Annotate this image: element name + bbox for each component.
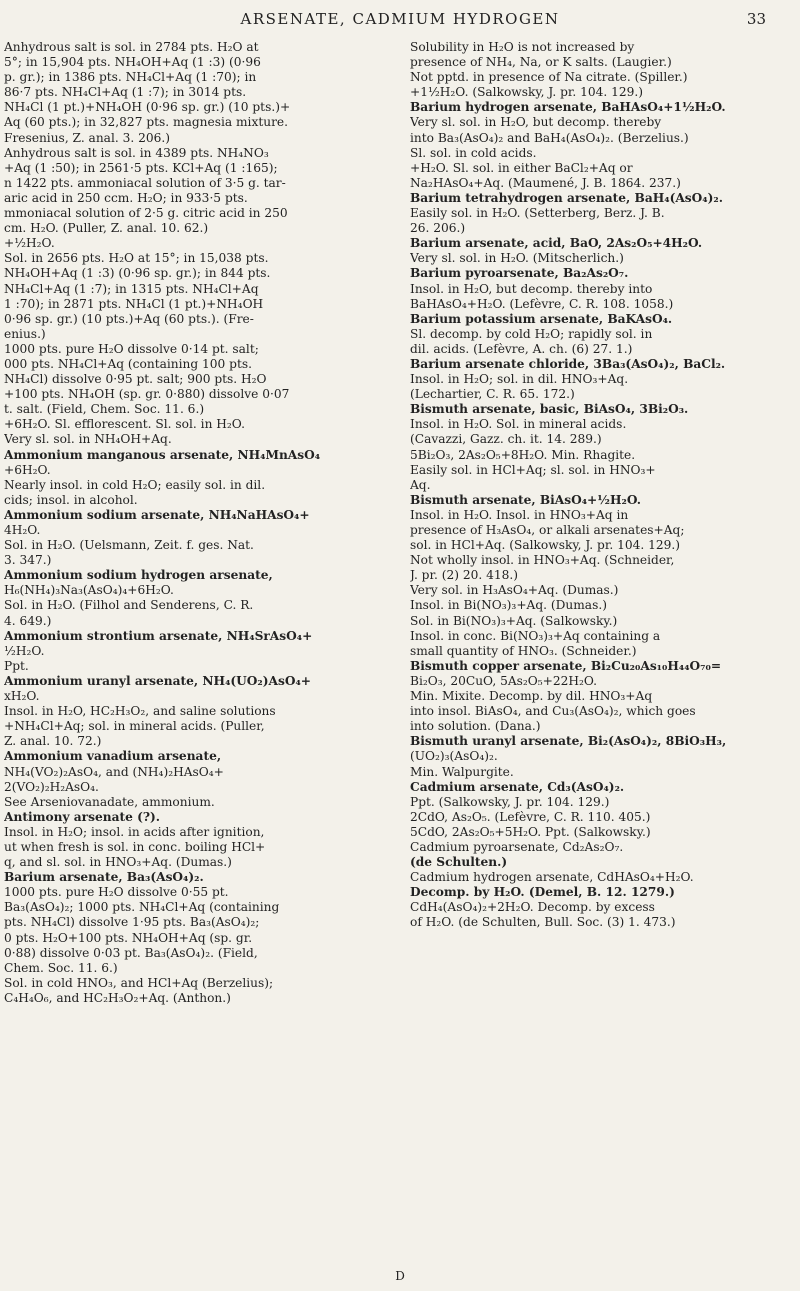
- left-column-line: 0·96 sp. gr.) (10 pts.)+Aq (60 pts.). (Fre-: [4, 311, 254, 326]
- right-column-line: Solubility in H₂O is not increased by: [410, 40, 635, 54]
- left-column-line: p. gr.); in 1386 pts. NH₄Cl+Aq (1 :70); in: [4, 70, 257, 85]
- right-column-line: 5CdO, 2As₂O₅+5H₂O. Ppt. (Salkowsky.): [410, 824, 651, 839]
- right-column-line: (Cavazzi, Gazz. ch. it. 14. 289.): [410, 432, 602, 447]
- left-column-line: NH₄Cl+Aq (1 :7); in 1315 pts. NH₄Cl+Aq: [4, 281, 259, 296]
- right-column-line: Insol. in H₂O. Sol. in mineral acids.: [410, 417, 627, 432]
- right-column-line: Barium tetrahydrogen arsenate, BaH₄(AsO₄)₂.: [410, 190, 723, 205]
- left-column-line: Insol. in H₂O; insol. in acids after ignition,: [4, 824, 265, 839]
- right-column-line: into solution. (Dana.): [410, 719, 541, 734]
- right-column-line: 5Bi₂O₃, 2As₂O₅+8H₂O. Min. Rhagite.: [410, 447, 636, 462]
- left-column-line: +6H₂O.: [4, 462, 51, 477]
- left-column: [4, 40, 376, 1006]
- left-column-line: Ba₃(AsO₄)₂; 1000 pts. NH₄Cl+Aq (containing: [4, 900, 280, 915]
- right-column-line: Sol. in Bi(NO₃)₃+Aq. (Salkowsky.): [410, 613, 618, 628]
- left-column-line: 1000 pts. pure H₂O dissolve 0·14 pt. salt;: [4, 341, 259, 356]
- left-column-line: +½H₂O.: [4, 236, 55, 251]
- left-column-line: cm. H₂O. (Puller, Z. anal. 10. 62.): [4, 221, 209, 236]
- page-number: 33: [746, 10, 766, 28]
- right-column-line: Cadmium arsenate, Cd₃(AsO₄)₂.: [410, 779, 625, 794]
- left-column-line: mmoniacal solution of 2·5 g. citric acid in 250: [4, 206, 288, 221]
- right-column-line: Bismuth uranyl arsenate, Bi₂(AsO₄)₂, 8BiO₃H₃,: [410, 734, 727, 749]
- left-column-line: ut when fresh is sol. in conc. boiling HCl+: [4, 839, 266, 854]
- right-column-line: sol. in HCl+Aq. (Salkowsky, J. pr. 104. 129.): [410, 538, 680, 553]
- left-column-line: Sol. in cold HNO₃, and HCl+Aq (Berzelius);: [4, 975, 274, 990]
- left-column-line: Anhydrous salt is sol. in 4389 pts. NH₄NO₃: [4, 145, 269, 160]
- left-column-line: Chem. Soc. 11. 6.): [4, 960, 118, 975]
- left-column-line: Anhydrous salt is sol. in 2784 pts. H₂O at: [4, 40, 259, 54]
- right-column-line: BaHAsO₄+H₂O. (Lefèvre, C. R. 108. 1058.): [410, 296, 674, 311]
- header-title: ARSENATE, CADMIUM HYDROGEN: [240, 10, 560, 28]
- right-column-line: Insol. in conc. Bi(NO₃)₃+Aq containing a: [410, 628, 661, 643]
- right-column-line: +1½H₂O. (Salkowsky, J. pr. 104. 129.): [410, 85, 644, 100]
- right-column-line: Insol. in H₂O; sol. in dil. HNO₃+Aq.: [410, 372, 629, 387]
- running-header: [0, 10, 800, 36]
- right-column-line: CdH₄(AsO₄)₂+2H₂O. Decomp. by excess: [410, 900, 655, 915]
- left-column-line: t. salt. (Field, Chem. Soc. 11. 6.): [4, 402, 205, 417]
- right-column-line: Cadmium hydrogen arsenate, CdHAsO₄+H₂O.: [410, 870, 694, 885]
- right-column-line: +H₂O. Sl. sol. in either BaCl₂+Aq or: [410, 160, 633, 175]
- right-column-line: into insol. BiAsO₄, and Cu₃(AsO₄)₂, which goes: [410, 704, 696, 719]
- left-column-line: +100 pts. NH₄OH (sp. gr. 0·880) dissolve 0·07: [4, 387, 290, 402]
- left-column-line: NH₄Cl (1 pt.)+NH₄OH (0·96 sp. gr.) (10 pts.)+: [4, 100, 291, 115]
- left-column-line: Aq (60 pts.); in 32,827 pts. magnesia mixture.: [4, 115, 288, 130]
- right-column-line: Ppt. (Salkowsky, J. pr. 104. 129.): [410, 794, 610, 809]
- right-column-line: small quantity of HNO₃. (Schneider.): [410, 643, 637, 658]
- right-column-line: Bi₂O₃, 20CuO, 5As₂O₅+22H₂O.: [410, 673, 598, 688]
- right-column-line: Barium arsenate chloride, 3Ba₃(AsO₄)₂, BaCl₂.: [410, 356, 726, 371]
- left-column-line: Antimony arsenate (?).: [4, 809, 161, 824]
- left-column-line: +NH₄Cl+Aq; sol. in mineral acids. (Puller,: [4, 719, 265, 734]
- right-column-line: 26. 206.): [410, 221, 466, 236]
- left-column-line: H₆(NH₄)₃Na₃(AsO₄)₄+6H₂O.: [4, 583, 174, 598]
- right-column-line: Bismuth arsenate, basic, BiAsO₄, 3Bi₂O₃.: [410, 402, 689, 417]
- left-column-line: pts. NH₄Cl) dissolve 1·95 pts. Ba₃(AsO₄)₂;: [4, 915, 260, 930]
- left-column-line: NH₄OH+Aq (1 :3) (0·96 sp. gr.); in 844 pts.: [4, 266, 271, 281]
- left-column-line: 2(VO₂)₂H₂AsO₄.: [4, 779, 99, 794]
- left-column-line: NH₄(VO₂)₂AsO₄, and (NH₄)₂HAsO₄+: [4, 764, 224, 779]
- right-column-line: Barium pyroarsenate, Ba₂As₂O₇.: [410, 266, 629, 281]
- left-column-line: NH₄Cl) dissolve 0·95 pt. salt; 900 pts. H₂O: [4, 372, 267, 387]
- left-column-line: xH₂O.: [4, 689, 40, 704]
- right-column-line: Very sl. sol. in H₂O, but decomp. thereby: [410, 115, 662, 130]
- left-column-line: enius.): [4, 326, 46, 341]
- right-column-line: Min. Mixite. Decomp. by dil. HNO₃+Aq: [410, 689, 653, 704]
- right-column-line: Not wholly insol. in HNO₃+Aq. (Schneider,: [410, 553, 675, 568]
- right-column-line: presence of NH₄, Na, or K salts. (Laugier.): [410, 55, 672, 70]
- left-column-line: Sol. in H₂O. (Uelsmann, Zeit. f. ges. Nat.: [4, 538, 254, 553]
- left-column-line: Very sl. sol. in NH₄OH+Aq.: [4, 432, 172, 447]
- right-column-line: Insol. in Bi(NO₃)₃+Aq. (Dumas.): [410, 598, 607, 613]
- right-column-line: Insol. in H₂O, but decomp. thereby into: [410, 281, 653, 296]
- right-column-line: Decomp. by H₂O. (Demel, B. 12. 1279.): [410, 885, 675, 900]
- right-column-line: Very sol. in H₃AsO₄+Aq. (Dumas.): [410, 583, 619, 598]
- right-column-line: into Ba₃(AsO₄)₂ and BaH₄(AsO₄)₂. (Berzelius.): [410, 130, 689, 145]
- right-column-line: Barium arsenate, acid, BaO, 2As₂O₅+4H₂O.: [410, 236, 703, 251]
- right-column-line: Sl. decomp. by cold H₂O; rapidly sol. in: [410, 326, 653, 341]
- left-column-line: +6H₂O. Sl. efflorescent. Sl. sol. in H₂O.: [4, 417, 245, 432]
- left-column-line: Z. anal. 10. 72.): [4, 734, 102, 749]
- left-column-line: 86·7 pts. NH₄Cl+Aq (1 :7); in 3014 pts.: [4, 85, 247, 100]
- left-column-line: Ppt.: [4, 658, 29, 673]
- left-column-line: 1000 pts. pure H₂O dissolve 0·55 pt.: [4, 885, 229, 900]
- right-column-line: J. pr. (2) 20. 418.): [410, 568, 519, 583]
- right-column-line: dil. acids. (Lefèvre, A. ch. (6) 27. 1.): [410, 341, 633, 356]
- left-column-line: Barium arsenate, Ba₃(AsO₄)₂.: [4, 870, 204, 885]
- left-column-line: 0 pts. H₂O+100 pts. NH₄OH+Aq (sp. gr.: [4, 930, 253, 945]
- left-column-line: 4. 649.): [4, 613, 52, 628]
- right-column-line: (UO₂)₃(AsO₄)₂.: [410, 749, 498, 764]
- left-column-line: 0·88) dissolve 0·03 pt. Ba₃(AsO₄)₂. (Field,: [4, 945, 258, 960]
- right-column-line: Insol. in H₂O. Insol. in HNO₃+Aq in: [410, 507, 629, 522]
- left-column-line: Ammonium manganous arsenate, NH₄MnAsO₄: [4, 447, 321, 462]
- right-column-line: presence of H₃AsO₄, or alkali arsenates+Aq;: [410, 523, 685, 537]
- left-column-line: cids; insol. in alcohol.: [4, 492, 138, 507]
- right-column-line: Very sl. sol. in H₂O. (Mitscherlich.): [410, 251, 624, 266]
- left-column-line: ½H₂O.: [4, 643, 45, 658]
- right-column-line: Easily sol. in H₂O. (Setterberg, Berz. J. B.: [410, 206, 665, 221]
- left-column-line: q, and sl. sol. in HNO₃+Aq. (Dumas.): [4, 855, 232, 870]
- left-column-line: See Arseniovanadate, ammonium.: [4, 794, 215, 809]
- right-column-line: Na₂HAsO₄+Aq. (Maumené, J. B. 1864. 237.): [410, 175, 681, 190]
- left-column-line: Ammonium uranyl arsenate, NH₄(UO₂)AsO₄+: [4, 673, 312, 688]
- left-column-line: 3. 347.): [4, 553, 52, 568]
- right-column-line: Aq.: [410, 477, 431, 492]
- left-column-line: Nearly insol. in cold H₂O; easily sol. in dil.: [4, 477, 266, 492]
- right-column-line: (de Schulten.): [410, 855, 508, 870]
- right-column-line: Not pptd. in presence of Na citrate. (Spiller.): [410, 70, 688, 85]
- right-column-line: Barium hydrogen arsenate, BaHAsO₄+1½H₂O.: [410, 100, 726, 115]
- right-column-line: Easily sol. in HCl+Aq; sl. sol. in HNO₃+: [410, 462, 656, 477]
- right-column: [410, 40, 782, 931]
- left-column-line: 5°; in 15,904 pts. NH₄OH+Aq (1 :3) (0·96: [4, 55, 261, 70]
- right-column-line: Bismuth arsenate, BiAsO₄+½H₂O.: [410, 492, 641, 507]
- left-column-line: Ammonium strontium arsenate, NH₄SrAsO₄+: [4, 628, 313, 643]
- left-column-line: 1 :70); in 2871 pts. NH₄Cl (1 pt.)+NH₄OH: [4, 296, 264, 311]
- right-column-line: Min. Walpurgite.: [410, 764, 514, 779]
- left-column-line: Fresenius, Z. anal. 3. 206.): [4, 130, 170, 145]
- right-column-line: 2CdO, As₂O₅. (Lefèvre, C. R. 110. 405.): [410, 809, 651, 824]
- right-column-line: (Lechartier, C. R. 65. 172.): [410, 387, 575, 402]
- right-column-line: Cadmium pyroarsenate, Cd₂As₂O₇.: [410, 839, 624, 854]
- right-column-line: of H₂O. (de Schulten, Bull. Soc. (3) 1. 473.): [410, 915, 676, 930]
- left-column-line: Sol. in H₂O. (Filhol and Senderens, C. R.: [4, 598, 254, 613]
- right-column-line: Sl. sol. in cold acids.: [410, 145, 537, 160]
- right-column-line: Bismuth copper arsenate, Bi₂Cu₂₀As₁₀H₄₄O₇₀=: [410, 658, 722, 673]
- signature-mark: D: [395, 1269, 405, 1283]
- right-column-line: Barium potassium arsenate, BaKAsO₄.: [410, 311, 673, 326]
- left-column-line: Sol. in 2656 pts. H₂O at 15°; in 15,038 pts.: [4, 251, 269, 266]
- left-column-line: 4H₂O.: [4, 523, 41, 537]
- left-column-line: Ammonium sodium arsenate, NH₄NaHAsO₄+: [4, 507, 310, 522]
- left-column-line: +Aq (1 :50); in 2561·5 pts. KCl+Aq (1 :165);: [4, 160, 278, 175]
- left-column-line: Ammonium sodium hydrogen arsenate,: [4, 568, 273, 583]
- left-column-line: 000 pts. NH₄Cl+Aq (containing 100 pts.: [4, 356, 252, 371]
- left-column-line: n 1422 pts. ammoniacal solution of 3·5 g. tar-: [4, 175, 286, 190]
- left-column-line: Insol. in H₂O, HC₂H₃O₂, and saline solutions: [4, 704, 276, 719]
- left-column-line: aric acid in 250 ccm. H₂O; in 933·5 pts.: [4, 190, 248, 205]
- left-column-line: C₄H₄O₆, and HC₂H₃O₂+Aq. (Anthon.): [4, 990, 231, 1005]
- left-column-line: Ammonium vanadium arsenate,: [4, 749, 222, 764]
